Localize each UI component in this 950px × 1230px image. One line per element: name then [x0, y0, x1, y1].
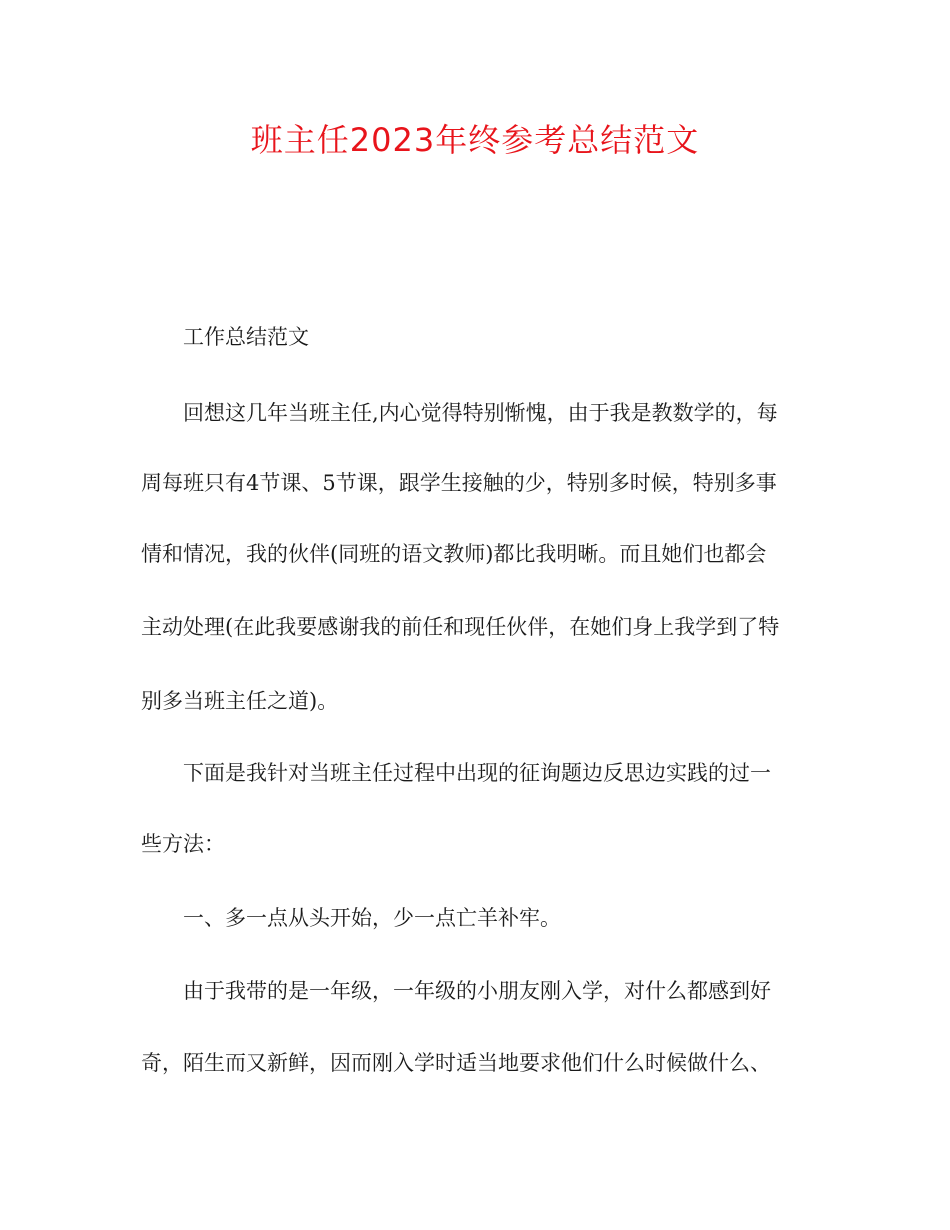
paragraph-line: 些方法：: [141, 832, 225, 856]
paragraph-line: 下面是我针对当班主任过程中出现的征询题边反思边实践的过一: [183, 761, 771, 785]
document-body: [141, 0, 809, 1230]
paragraph-line: 由于我带的是一年级，一年级的小朋友刚入学，对什么都感到好: [183, 979, 771, 1003]
paragraph-line: 回想这几年当班主任,内心觉得特别惭愧，由于我是教数学的，每: [183, 401, 778, 425]
paragraph-line: 主动处理(在此我要感谢我的前任和现任伙伴，在她们身上我学到了特: [141, 615, 780, 639]
document-title: 班主任2023年终参考总结范文: [250, 121, 700, 159]
paragraph-line: 周每班只有4节课、5节课，跟学生接触的少，特别多时候，特别多事: [141, 471, 777, 495]
section-heading: 一、多一点从头开始，少一点亡羊补牢。: [183, 906, 561, 930]
paragraph-line: 别多当班主任之道)。: [141, 689, 339, 713]
paragraph-line: 奇，陌生而又新鲜，因而刚入学时适当地要求他们什么时候做什么、: [141, 1051, 771, 1075]
section-heading: 工作总结范文: [183, 325, 309, 349]
paragraph-line: 情和情况，我的伙伴(同班的语文教师)都比我明晰。而且她们也都会: [141, 542, 767, 566]
